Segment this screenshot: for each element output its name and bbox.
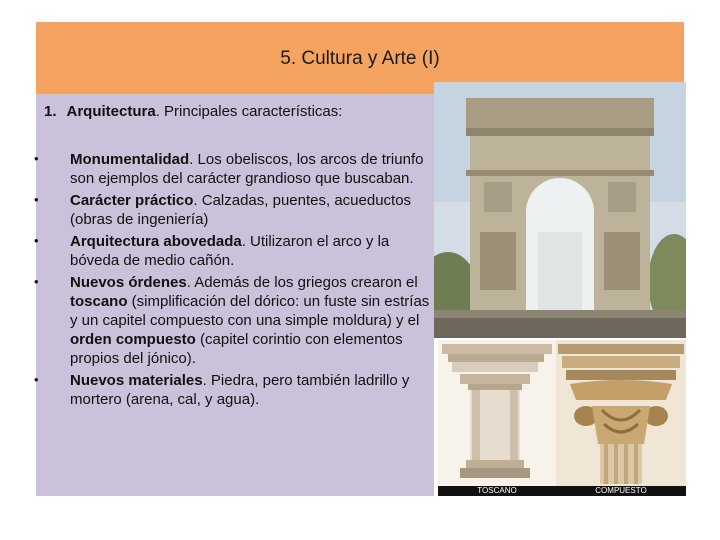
bullet-dot: • (34, 372, 39, 387)
content-panel (36, 94, 434, 496)
bullet-text: (simplificación del dórico: un fuste sin estrías y un capitel compuesto con una simple moldura) y el (70, 293, 430, 329)
bullet-item (36, 232, 434, 270)
bullet-term: toscano (70, 293, 128, 310)
bullet-text: . Piedra, pero también ladrillo y mortero (arena, cal, y agua). (70, 372, 410, 408)
bullet-term: Arquitectura abovedada (70, 233, 242, 250)
section-title-bold: Arquitectura (66, 103, 156, 120)
bullet-term: Monumentalidad (70, 151, 190, 168)
arch-illustration (434, 82, 686, 338)
bullet-term: Nuevos órdenes (70, 274, 187, 291)
bullet-dot: • (34, 192, 39, 207)
bullet-text: . Además de los griegos crearon el (186, 274, 418, 291)
bullet-item (36, 273, 434, 368)
tuscan-order-image (438, 340, 556, 496)
tuscan-label: TOSCANO (438, 486, 556, 496)
bullet-text: . Utilizaron el arco y la bóveda de medio cañón. (70, 233, 390, 269)
bullet-term: Nuevos materiales (70, 372, 203, 389)
section-title-rest: . Principales características: (155, 103, 343, 120)
bullet-item (36, 191, 434, 229)
section-number: 1. (44, 103, 57, 120)
arch-of-triumph-photo (434, 82, 686, 338)
bullet-item (36, 371, 434, 409)
composite-label: COMPUESTO (556, 486, 686, 496)
bullet-text: . Calzadas, puentes, acueductos (obras de ingeniería) (70, 192, 412, 228)
bullet-text: (capitel corintio con elementos propios del jónico). (70, 331, 403, 367)
tuscan-column-illustration (438, 340, 556, 486)
bullet-list (36, 150, 434, 412)
bullet-term: Carácter práctico (70, 192, 194, 209)
slide-title: 5. Cultura y Arte (I) (280, 48, 440, 69)
bullet-item (36, 150, 434, 188)
section-heading (44, 103, 342, 120)
bullet-dot: • (34, 233, 39, 248)
bullet-dot: • (34, 151, 39, 166)
bullet-text: . Los obeliscos, los arcos de triunfo son ejemplos del carácter grandioso que buscaban. (70, 151, 424, 187)
bullet-term: orden compuesto (70, 331, 196, 348)
composite-column-illustration (556, 340, 686, 486)
bullet-dot: • (34, 274, 39, 289)
composite-order-image (556, 340, 686, 496)
